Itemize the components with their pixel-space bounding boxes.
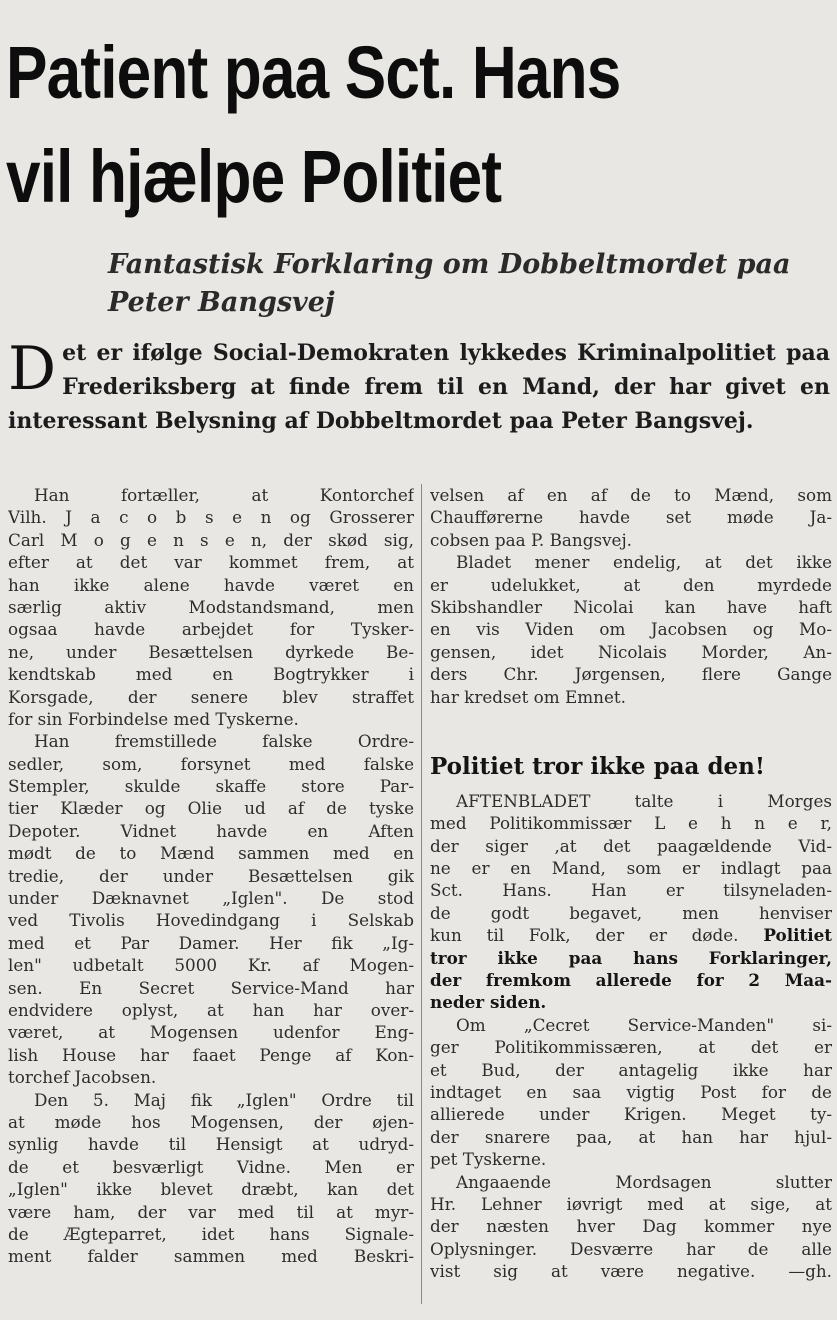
left-column-line: ved Tivolis Hovedindgang i Selskab (8, 910, 414, 931)
left-column-line: efter at det var kommet frem, at (8, 552, 414, 573)
right-column-top-line: cobsen paa P. Bangsvej. (430, 529, 633, 550)
left-column-line: han ikke alene havde været en (8, 574, 414, 595)
right-column-bottom (430, 790, 832, 1283)
right-column (430, 484, 832, 1283)
right-column-top-line: er udelukket, at den myrdede (430, 574, 832, 595)
right-column-bottom-line: AFTENBLADET talte i Morges (456, 790, 832, 811)
left-column-line: len" udbetalt 5000 Kr. af Mogen- (8, 955, 414, 976)
right-column-bottom-line: ger Politikommissæren, at det er (430, 1037, 832, 1058)
right-column-top-line: velsen af en af de to Mænd, som (430, 485, 832, 505)
headline-line-2: vil hjælpe Politiet (6, 135, 502, 218)
left-column-line: Stempler, skulde skaffe store Par- (8, 776, 414, 797)
left-column-line: Han fremstillede falske Ordre- (34, 731, 414, 752)
right-column-top-line: ders Chr. Jørgensen, flere Gange (430, 664, 832, 685)
right-column-bottom-line: der snarere paa, at han har hjul- (430, 1126, 832, 1147)
left-column-line: være ham, der var med til at myr- (8, 1201, 414, 1222)
left-column-line: de et besværligt Vidne. Men er (8, 1156, 414, 1177)
left-column-line: ment falder sammen med Beskri- (8, 1246, 414, 1267)
right-column-bottom-line: et Bud, der antagelig ikke har (430, 1059, 832, 1080)
left-column-line: Carl M o g e n s e n, der skød sig, (8, 529, 414, 550)
left-column-line: tredie, der under Besættelsen gik (8, 865, 414, 886)
left-column-line: sen. En Secret Service-Mand har (8, 977, 414, 998)
right-column-bottom-line: der fremkom allerede for 2 Maa- (430, 970, 832, 991)
left-column-line: at møde hos Mogensen, der øjen- (8, 1111, 414, 1132)
left-column-line: torchef Jacobsen. (8, 1067, 157, 1088)
right-column-bottom-line: indtaget en saa vigtig Post for de (430, 1081, 832, 1102)
left-column-line: endvidere oplyst, at han har over- (8, 999, 414, 1020)
lead-paragraph (8, 336, 830, 438)
right-column-top-line: en vis Viden om Jacobsen og Mo- (430, 619, 832, 640)
left-column-line: mødt de to Mænd sammen med en (8, 843, 414, 864)
right-column-bottom-line: Angaaende Mordsagen slutter (456, 1171, 832, 1192)
left-column-line: synlig havde til Hensigt at udryd- (8, 1134, 414, 1155)
right-column-bottom-line: der næsten hver Dag kommer nye (430, 1216, 832, 1237)
left-column-line: lish House har faaet Penge af Kon- (8, 1044, 414, 1065)
right-column-bottom-line: Sct. Hans. Han er tilsyneladen- (430, 880, 832, 901)
right-column-bottom-line: de godt begavet, men henviser (430, 902, 832, 923)
subheadline-line-2: Peter Bangsvej (108, 287, 335, 318)
right-column-bottom-line: allierede under Krigen. Meget ty- (430, 1104, 832, 1125)
left-column-line: tier Klæder og Olie ud af de tyske (8, 798, 414, 819)
right-column-bottom-line: med Politikommissær L e h n e r, (430, 813, 832, 834)
right-column-bottom-line: Oplysninger. Desværre har de alle (430, 1238, 832, 1259)
drop-cap: D (8, 334, 57, 404)
right-column-bottom-line: der siger ,at det paagældende Vid- (430, 835, 832, 856)
left-column-line: de Ægteparret, idet hans Signale- (8, 1223, 414, 1244)
left-column-line: ogsaa havde arbejdet for Tysker- (8, 619, 414, 640)
left-column-line: for sin Forbindelse med Tyskerne. (8, 708, 299, 729)
left-column-line: sedler, som, forsynet med falske (8, 753, 414, 774)
right-column-bottom-line: pet Tyskerne. (430, 1149, 547, 1170)
left-column-line: kendtskab med en Bogtrykker i (8, 664, 414, 685)
left-column-line: med et Par Damer. Her fik „Ig- (8, 932, 414, 953)
left-column (8, 484, 414, 1268)
right-column-bottom-line: tror ikke paa hans Forklaringer, (430, 947, 832, 968)
left-column-line: ne, under Besættelsen dyrkede Be- (8, 641, 414, 662)
right-column-top-line: Bladet mener endelig, at det ikke (456, 552, 832, 573)
left-column-line: Den 5. Maj fik „Iglen" Ordre til (34, 1089, 414, 1110)
right-column-bottom-line: ne er en Mand, som er indlagt paa (430, 858, 832, 879)
right-column-top-line: har kredset om Emnet. (430, 686, 626, 707)
left-column-line: Depoter. Vidnet havde en Aften (8, 820, 414, 841)
right-column-bottom-line: kun til Folk, der er døde. Politiet (430, 925, 832, 946)
right-column-top (430, 484, 832, 708)
left-column-line: „Iglen" ikke blevet dræbt, kan det (8, 1179, 414, 1200)
section-heading: Politiet tror ikke paa den! (430, 752, 766, 780)
right-column-top-line: Chaufførerne havde set møde Ja- (430, 507, 832, 528)
right-column-top-line: Skibshandler Nicolai kan have haft (430, 596, 832, 617)
lead-text: et er ifølge Social-Demokraten lykkedes Kriminalpolitiet paa Frederiksberg at finde frem til en Mand, der har givet en interessant Belysning af Dobbeltmordet paa Peter Bangsvej. (8, 340, 830, 434)
right-column-bottom-line: neder siden. (430, 992, 547, 1013)
left-column-line: Han fortæller, at Kontorchef (34, 485, 414, 505)
right-column-bottom-line: Hr. Lehner iøvrigt med at sige, at (430, 1193, 832, 1214)
column-divider (421, 484, 422, 1304)
headline-line-1: Patient paa Sct. Hans (6, 31, 621, 114)
left-column-line: under Dæknavnet „Iglen". De stod (8, 888, 414, 909)
subheadline-line-1: Fantastisk Forklaring om Dobbeltmordet paa (108, 249, 791, 280)
right-column-top-line: gensen, idet Nicolais Morder, An- (430, 641, 832, 662)
right-column-bottom-line: Om „Cecret Service-Manden" si- (456, 1014, 832, 1035)
left-column-line: Vilh. J a c o b s e n og Grosserer (8, 507, 414, 528)
left-column-line: særlig aktiv Modstandsmand, men (8, 596, 414, 617)
left-column-line: Korsgade, der senere blev straffet (8, 686, 414, 707)
right-column-bottom-line: vist sig at være negative. —gh. (430, 1261, 832, 1282)
left-column-line: været, at Mogensen udenfor Eng- (8, 1022, 414, 1043)
